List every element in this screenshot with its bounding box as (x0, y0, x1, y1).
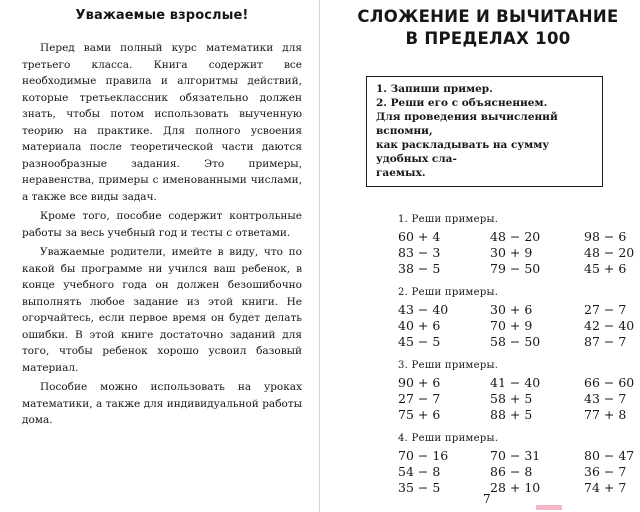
math-example: 36 − 7 (584, 464, 627, 479)
section-title-line-1: СЛОЖЕНИЕ И ВЫЧИТАНИЕ (357, 7, 619, 26)
pink-marker-strip (536, 505, 562, 510)
instruction-line-2: 2. Реши его с объяснением. (376, 97, 548, 109)
exercise-header: 4. Реши примеры. (398, 433, 499, 444)
instruction-line-5: гаемых. (376, 167, 426, 179)
math-example: 27 − 7 (584, 302, 627, 317)
instruction-line-3: Для проведения вычислений вспомни, (376, 111, 558, 137)
math-example: 60 + 4 (398, 229, 441, 244)
math-example: 42 − 40 (584, 318, 635, 333)
math-example: 40 + 6 (398, 318, 441, 333)
math-example: 74 + 7 (584, 480, 627, 495)
exercise-grid (398, 448, 635, 496)
math-example: 43 − 7 (584, 391, 627, 406)
book-spine-divider (319, 0, 320, 512)
exercise-1 (398, 213, 635, 277)
exercise-4 (398, 432, 635, 496)
math-example: 45 + 6 (584, 261, 627, 276)
page-number: 7 (483, 492, 491, 506)
math-example: 70 − 31 (490, 448, 541, 463)
math-example: 66 − 60 (584, 375, 635, 390)
intro-paragraph-3: Уважаемые родители, имейте в виду, что по какой бы программе ни учился ваш ребенок, в конце учебного года он должен безошибочно выполнять любое задание из этой книги. Не огорчайтесь, если первое время он будет делать ошибки. В этой книге достаточно заданий для того, чтобы ребенок хорошо усвоил базовый материал. (22, 246, 302, 374)
exercise-header: 3. Реши примеры. (398, 360, 499, 371)
intro-paragraph-4: Пособие можно использовать на уроках математики, а также для индивидуальной работы дома. (22, 381, 302, 426)
math-example: 86 − 8 (490, 464, 533, 479)
instruction-box (366, 76, 603, 187)
math-example: 35 − 5 (398, 480, 441, 495)
left-page-title: Уважаемые взрослые! (75, 8, 249, 23)
math-example: 90 + 6 (398, 375, 441, 390)
math-example: 83 − 3 (398, 245, 441, 260)
math-example: 38 − 5 (398, 261, 441, 276)
math-example: 70 + 9 (490, 318, 533, 333)
intro-paragraph-1: Перед вами полный курс математики для третьего класса. Книга содержит все необходимые правила и алгоритмы действий, которые третьеклассник обязательно должен знать, чтобы потом использовать выученную теорию на практике. Для полного усвоения материала после теоретической части даются разнообразные задания. Это примеры, неравенства, примеры с именованными числами, а также все виды задач. (22, 42, 302, 203)
exercise-grid (398, 375, 635, 423)
math-example: 77 + 8 (584, 407, 627, 422)
math-example: 43 − 40 (398, 302, 449, 317)
exercise-header: 2. Реши примеры. (398, 287, 499, 298)
math-example: 48 − 20 (490, 229, 541, 244)
exercise-grid (398, 229, 635, 277)
math-example: 45 − 5 (398, 334, 441, 349)
math-example: 28 + 10 (490, 480, 541, 495)
instruction-line-1: 1. Запиши пример. (376, 83, 493, 95)
math-example: 54 − 8 (398, 464, 441, 479)
math-example: 75 + 6 (398, 407, 441, 422)
left-page (0, 0, 318, 512)
math-example: 79 − 50 (490, 261, 541, 276)
math-example: 41 − 40 (490, 375, 541, 390)
math-example: 58 + 5 (490, 391, 533, 406)
instruction-line-4: как раскладывать на сумму удобных сла- (376, 139, 550, 165)
math-example: 48 − 20 (584, 245, 635, 260)
math-example: 27 − 7 (398, 391, 441, 406)
right-page (322, 0, 640, 512)
section-title-line-2: В ПРЕДЕЛАХ 100 (405, 29, 571, 48)
exercise-3 (398, 359, 635, 423)
exercise-header: 1. Реши примеры. (398, 214, 499, 225)
math-example: 30 + 9 (490, 245, 533, 260)
math-example: 80 − 47 (584, 448, 635, 463)
math-example: 70 − 16 (398, 448, 449, 463)
math-example: 58 − 50 (490, 334, 541, 349)
section-title (350, 6, 626, 50)
math-example: 98 − 6 (584, 229, 627, 244)
exercise-grid (398, 302, 635, 350)
math-example: 88 + 5 (490, 407, 533, 422)
math-example: 30 + 6 (490, 302, 533, 317)
math-example: 87 − 7 (584, 334, 627, 349)
exercise-2 (398, 286, 635, 350)
intro-paragraph-2: Кроме того, пособие содержит контрольные работы за весь учебный год и тесты с ответами. (22, 210, 302, 239)
